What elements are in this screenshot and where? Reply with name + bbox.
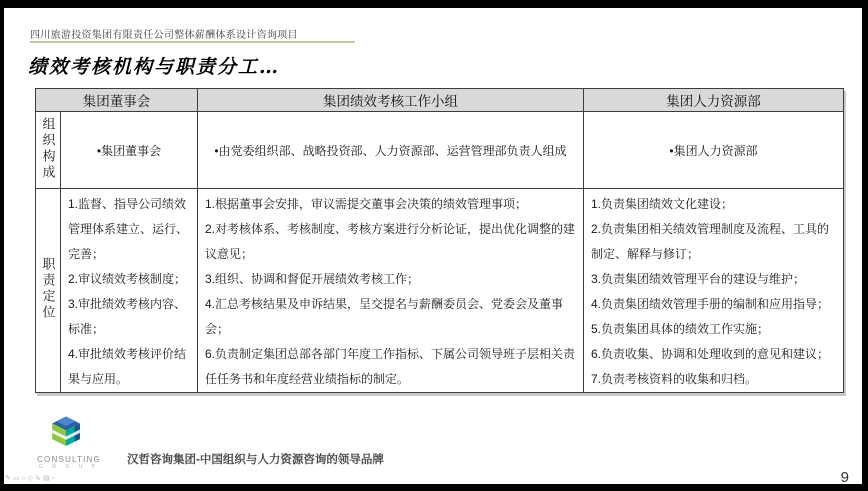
table-row: [36, 112, 844, 189]
duty-list-item: 4.汇总考核结果及申诉结果，呈交提名与薪酬委员会、党委会及董事会；: [205, 297, 564, 336]
column-header-workgroup: 集团绩效考核工作小组: [198, 89, 584, 112]
column-header-hr: 集团人力资源部: [584, 89, 844, 112]
company-logo: [34, 412, 104, 470]
logo-subtext: G R O U P: [39, 464, 99, 470]
column-header-board: 集团董事会: [36, 89, 198, 112]
page-number: 9: [840, 469, 849, 486]
duty-list-item: 1.负责集团绩效文化建设；: [591, 197, 734, 211]
table-header-row: [36, 89, 844, 112]
cell-duties-hr: [584, 189, 844, 393]
duty-list-item: 5.负责集团具体的绩效工作实施；: [591, 322, 770, 336]
circle-shape-icon[interactable]: ○: [21, 475, 26, 482]
duty-list-item: 3.负责集团绩效管理平台的建设与维护；: [591, 272, 806, 286]
arrow-shape-icon[interactable]: ↳: [35, 475, 41, 482]
duty-list-item: 7.负责考核资料的收集和归档。: [591, 372, 758, 386]
logo-text: CONSULTING: [37, 455, 101, 464]
row-label-duties: 职责定位: [36, 189, 61, 393]
project-header-text: 四川旅游投资集团有限责任公司整体薪酬体系设计咨询项目: [30, 30, 298, 41]
cell-composition-hr: •集团人力资源部: [584, 112, 844, 189]
duty-list-item: 6.负责收集、协调和处理收到的意见和建议；: [591, 347, 830, 361]
cell-duties-workgroup: [198, 189, 584, 393]
duty-list-item: 3.审批绩效考核内容、标准；: [68, 297, 187, 336]
page-title: 绩效考核机构与职责分工…: [28, 56, 281, 78]
cell-composition-workgroup: •由党委组织部、战略投资部、人力资源部、运营管理部负责人组成: [198, 112, 584, 189]
duty-list-item: 4.审批绩效考核评价结果与应用。: [68, 347, 187, 386]
table-row: [36, 189, 844, 393]
responsibility-table: [35, 88, 844, 393]
rect-shape-icon[interactable]: ▭: [12, 475, 20, 482]
header-divider-line: [30, 41, 355, 43]
pen-icon[interactable]: ✎: [5, 475, 11, 482]
duty-list-item: 2.对考核体系、考核制度、考核方案进行分析论证，提出优化调整的建议意见；: [205, 222, 576, 261]
cell-composition-board: •集团董事会: [61, 112, 198, 189]
duty-list-item: 6.负责制定集团总部各部门年度工作指标、下属公司领导班子层相关责任任务书和年度经营业绩指标的制定。: [205, 347, 576, 386]
duty-list-item: 3.组织、协调和督促开展绩效考核工作；: [205, 272, 420, 286]
drawing-toolbar: [5, 475, 54, 482]
panel-icon[interactable]: ▤: [43, 475, 50, 482]
duty-list-item: 1.根据董事会安排，审议需提交董事会决策的绩效管理事项；: [205, 197, 528, 211]
box-icon[interactable]: ▫: [51, 475, 55, 482]
diamond-shape-icon[interactable]: ◇: [27, 475, 34, 482]
duty-list-item: 4.负责集团绩效管理手册的编制和应用指导；: [591, 297, 830, 311]
logo-cube-icon: [40, 412, 92, 454]
footer-tagline: 汉哲咨询集团-中国组织与人力资源咨询的领导品牌: [127, 454, 384, 466]
slide-canvas: [4, 8, 862, 484]
cell-duties-board: [61, 189, 198, 393]
duty-list-item: 2.审议绩效考核制度；: [68, 272, 187, 286]
row-label-composition: 组织构成: [36, 112, 61, 189]
duty-list-item: 1.监督、指导公司绩效管理体系建立、运行、完善；: [68, 197, 189, 261]
duty-list-item: 2.负责集团相关绩效管理制度及流程、工具的制定、解释与修订；: [591, 222, 830, 261]
